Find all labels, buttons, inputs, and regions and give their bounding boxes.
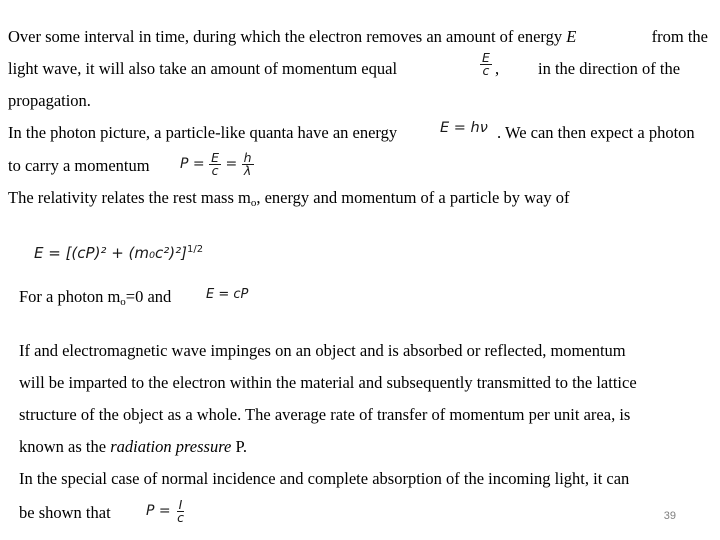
p4-line: For a photon $m_o=0$ and: [19, 287, 172, 308]
equation-e-over-c: $\frac{E}{c}$: [482, 50, 490, 78]
p2-line2: to carry a momentum: [8, 156, 150, 175]
p5-line4: known as the radiation pressure P.: [19, 437, 247, 456]
p1-line2-end: in the direction of the: [538, 59, 681, 78]
p5-line1: [19, 341, 691, 361]
equation-radiation-pressure: P = $\frac{I}{c}$: [146, 496, 184, 525]
p2-line1-start: In the photon picture, a particle-like quanta have an energy: [8, 123, 398, 142]
p1-line2-start: light wave, it will also take an amount of momentum equal: [8, 59, 398, 78]
p2-line1-end: . We can then expect a photon: [497, 123, 695, 142]
p6-line2: be shown that: [19, 503, 111, 522]
equation-photon-energy-cp: E = cP: [206, 287, 249, 302]
p5-line2: will be imparted to the electron within the material and subsequently transmitted to the lattice: [19, 373, 637, 392]
equation-photon-energy: E = hν: [440, 120, 488, 136]
p1-line1-text: Over some interval in time, during which the electron removes an amount of energy E: [8, 27, 577, 46]
p5-line3: structure of the object as a whole. The average rate of transfer of momentum per unit area, is: [19, 405, 631, 424]
p1-line1: [8, 27, 708, 47]
p6-line1: In the special case of normal incidence and complete absorption of the incoming light, it can: [19, 469, 630, 488]
page-number: 39: [663, 510, 676, 522]
p5-line1-text: If and electromagnetic wave impinges on an object and is absorbed or reflected, momentum: [19, 341, 626, 360]
p1-line1-end: from the: [651, 27, 708, 46]
p1-line2-comma: ,: [495, 59, 500, 78]
p3-line1: The relativity relates the rest mass $m_o$, energy and momentum of a particle by way of: [8, 188, 570, 209]
p1-line3: propagation.: [8, 91, 91, 110]
equation-photon-momentum: P = $\frac{E}{c}$ = $\frac{h}{\lambda}$: [180, 149, 252, 178]
equation-relativistic-energy: $E = [(cP)^2 + (m_0c^2)^2]^{1/2}$: [34, 244, 204, 262]
